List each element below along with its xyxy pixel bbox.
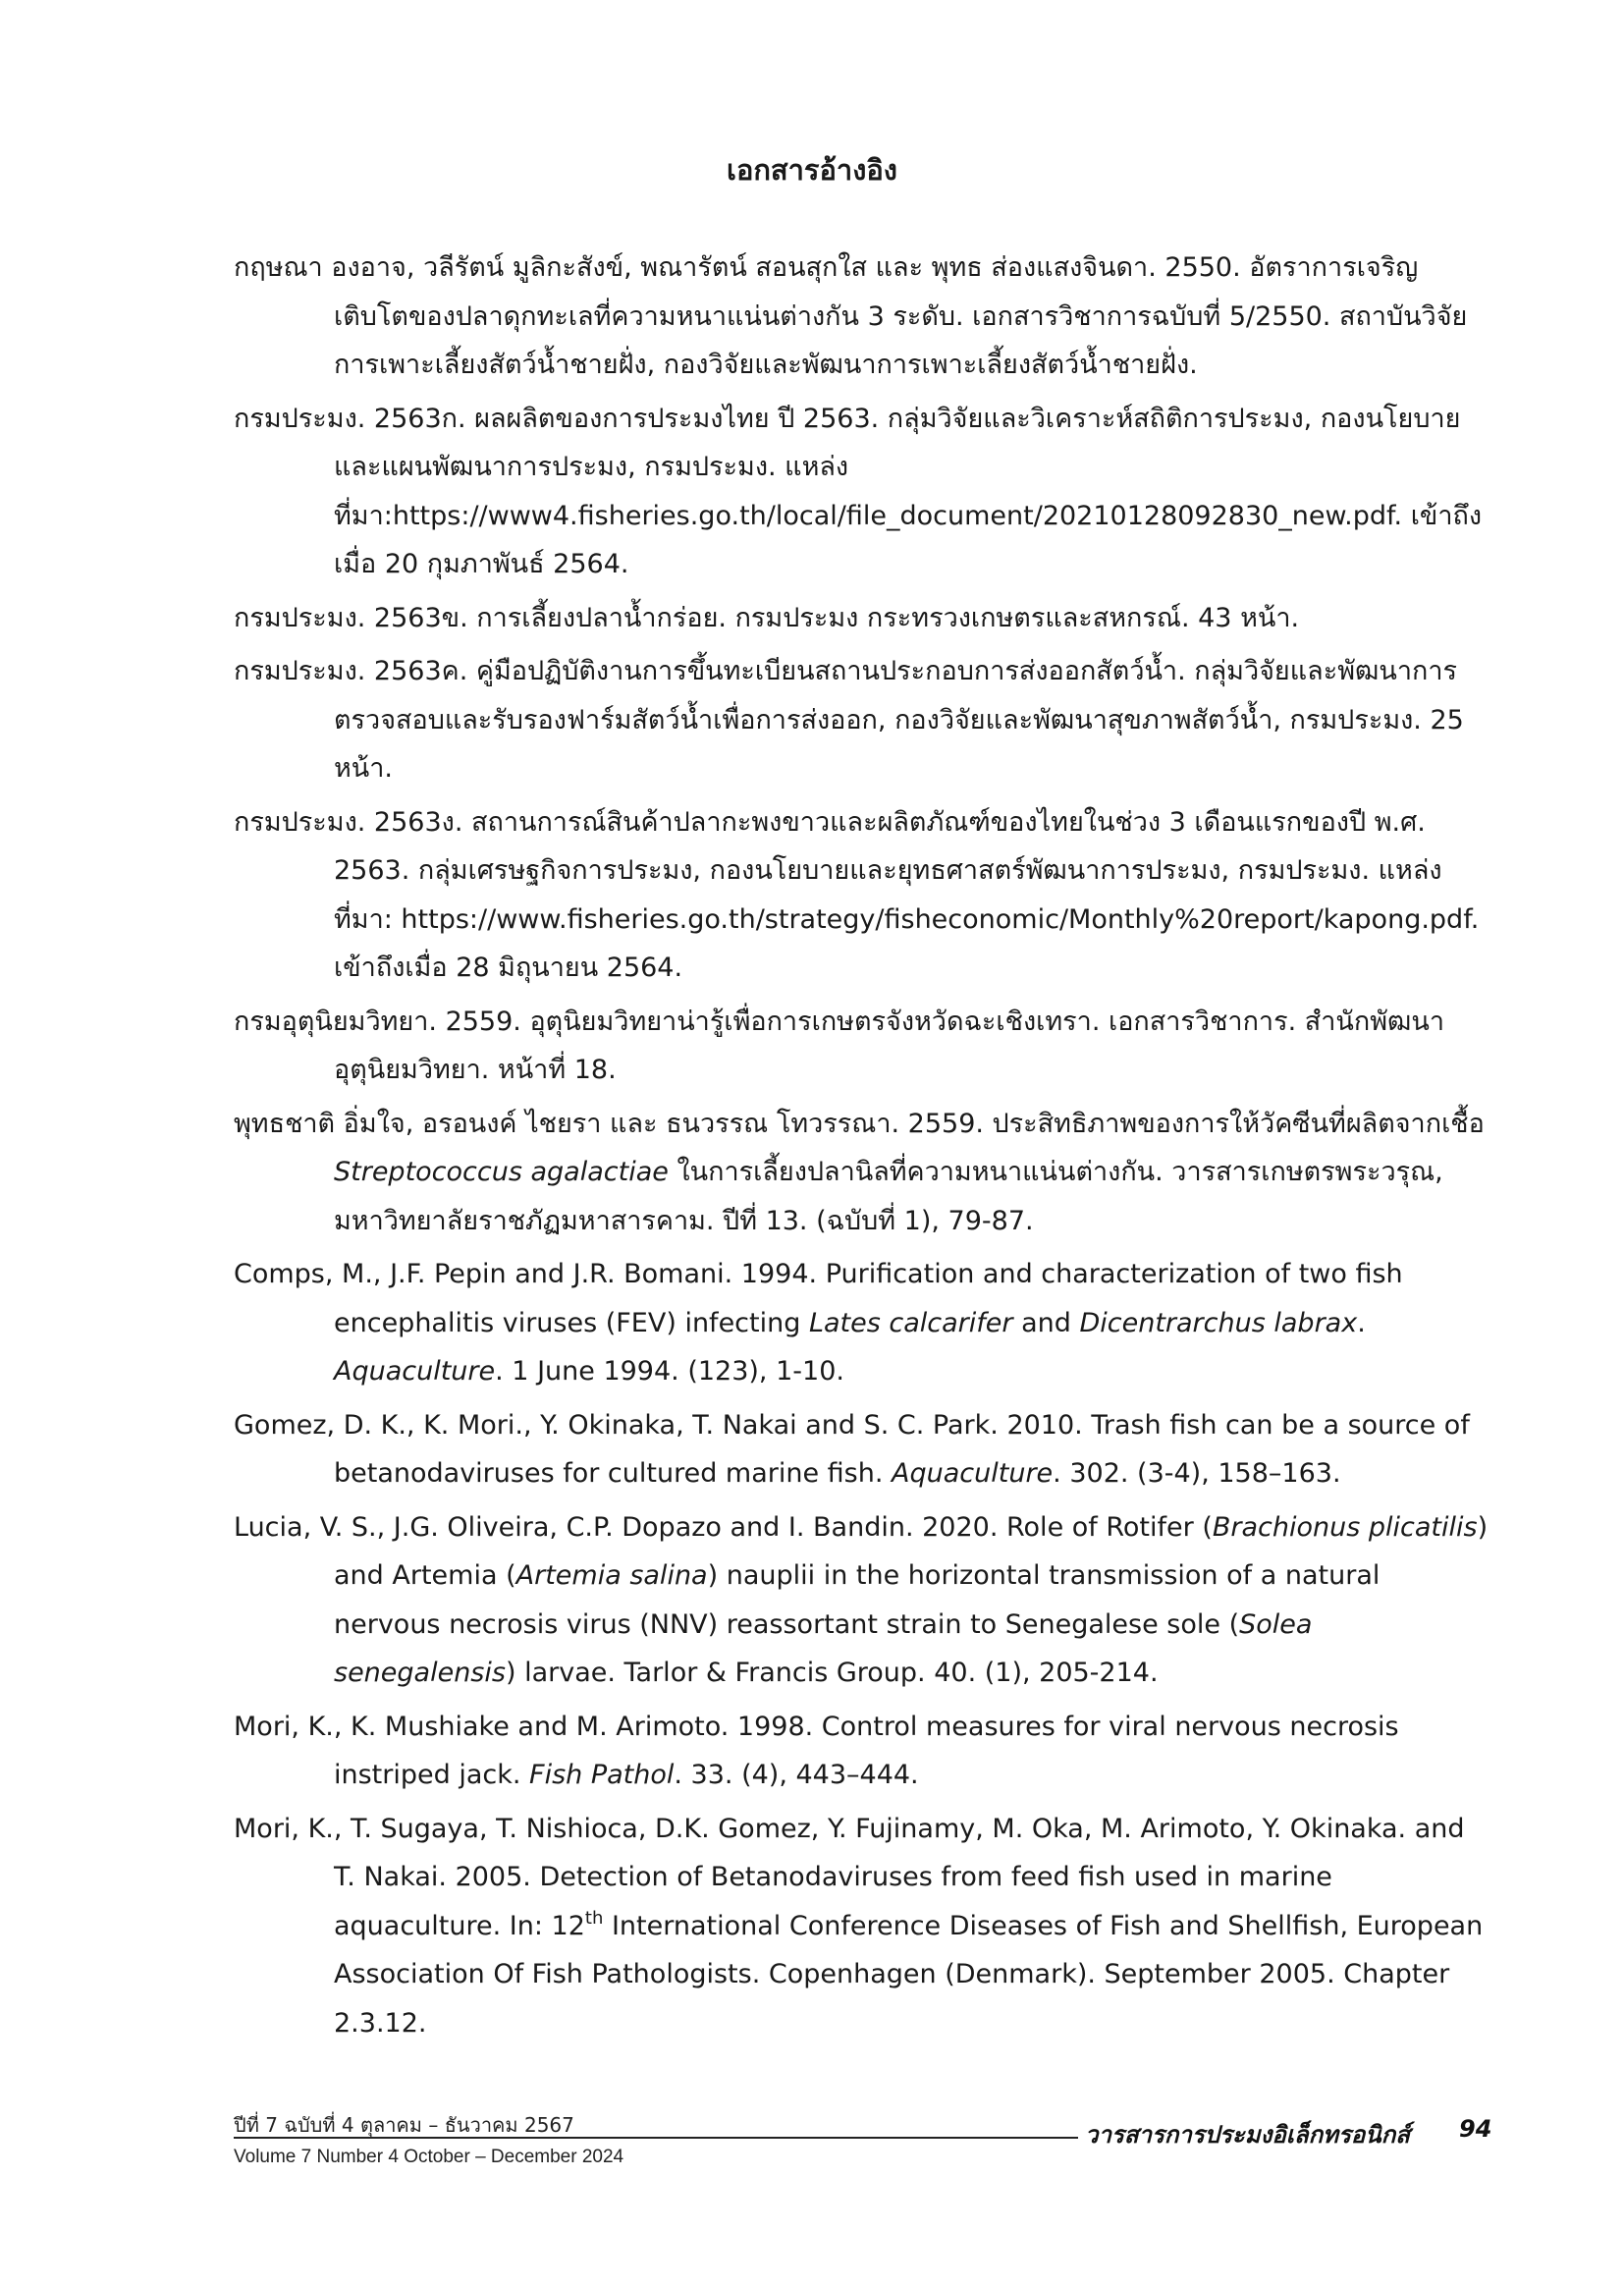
reference-italic-text: Artemia salina [515,1560,708,1591]
reference-entry [234,1250,1490,1396]
reference-text: . 33. (4), 443–444. [674,1760,919,1790]
reference-entry [234,1503,1490,1698]
reference-text: Mori, K., T. Sugaya, T. Nishioca, D.K. Gomez, Y. Fujinamy, M. Oka, M. Arimoto, Y. Okinaka. and T. Nakai. 2005. Detection of Betanodaviruses from feed fish used in marine aquaculture. In: 12 [234,1813,1465,1941]
reference-text: พุทธชาติ อิ่มใจ, อรอนงค์ ไชยรา และ ธนวรรณ โทวรรณา. 2559. ประสิทธิภาพของการให้วัคซีนที่ผลิตจากเชื้อ [234,1108,1485,1139]
page-number: 94 [1459,2115,1492,2143]
footer-issue-english: Volume 7 Number 4 October – December 2024 [234,2147,624,2167]
reference-text: กรมประมง. 2563ค. คู่มือปฏิบัติงานการขึ้นทะเบียนสถานประกอบการส่งออกสัตว์น้ำ. กลุ่มวิจัยและพัฒนาการตรวจสอบและรับรองฟาร์มสัตว์น้ำเพื่อการส่งออก, กองวิจัยและพัฒนาสุขภาพสัตว์น้ำ, กรมประมง. 25 หน้า. [234,656,1464,784]
reference-italic-text: Brachionus plicatilis [1212,1511,1478,1543]
reference-italic-text: Dicentrarchus labrax [1079,1307,1358,1338]
reference-entry [234,998,1490,1095]
footer-divider [234,2137,1078,2139]
reference-entry [234,1401,1490,1498]
reference-text: กรมประมง. 2563ข. การเลี้ยงปลาน้ำกร่อย. กรมประมง กระทรวงเกษตรและสหกรณ์. 43 หน้า. [234,602,1300,633]
reference-text: Gomez, D. K., K. Mori., Y. Okinaka, T. Nakai and S. C. Park. 2010. Trash fish can be a source of betanodaviruses for cultured marine fish. [234,1409,1470,1489]
reference-text: Comps, M., J.F. Pepin and J.R. Bomani. 1994. Purification and characterization of two fish encephalitis viruses (FEV) infecting [234,1259,1403,1338]
reference-text: ) larvae. Tarlor & Francis Group. 40. (1), 205-214. [505,1658,1159,1688]
reference-italic-text: Streptococcus agalactiae [334,1157,669,1187]
page-title: เอกสารอ้างอิง [727,153,897,187]
reference-text: International Conference Diseases of Fish and Shellfish, European Association Of Fish Pathologists. Copenhagen (Denmark). September 2005. Chapter 2.3.12. [334,1910,1484,2039]
reference-text: กรมอุตุนิยมวิทยา. 2559. อุตุนิยมวิทยาน่ารู้เพื่อการเกษตรจังหวัดฉะเชิงเทรา. เอกสารวิชาการ. สำนักพัฒนาอุตุนิยมวิทยา. หน้าที่ 18. [234,1006,1444,1085]
reference-entry [234,244,1490,390]
reference-list [234,244,1490,2052]
reference-entry [234,1703,1490,1800]
reference-italic-text: Aquaculture [334,1356,496,1387]
reference-entry [234,395,1490,589]
reference-text: . [1357,1307,1366,1338]
reference-text: . 302. (3-4), 158–163. [1053,1458,1341,1489]
reference-italic-text: Fish Pathol [529,1760,675,1790]
reference-text: ในการเลี้ยงปลานิลที่ความหนาแน่นต่างกัน. วารสารเกษตรพระวรุณ, มหาวิทยาลัยราชภัฏมหาสารคาม. ปีที่ 13. (ฉบับที่ 1), 79-87. [334,1157,1443,1236]
reference-text: and [1012,1307,1080,1338]
reference-text: Lucia, V. S., J.G. Oliveira, C.P. Dopazo and I. Bandin. 2020. Role of Rotifer ( [234,1511,1213,1543]
reference-superscript: th [584,1907,604,1929]
reference-text: กฤษณา องอาจ, วลีรัตน์ มูลิกะสังข์, พณารัตน์ สอนสุกใส และ พุทธ ส่องแสงจินดา. 2550. อัตราการเจริญเติบโตของปลาดุกทะเลที่ความหนาแน่นต่างกัน 3 ระดับ. เอกสารวิชาการฉบับที่ 5/2550. สถาบันวิจัยการเพาะเลี้ยงสัตว์น้ำชายฝั่ง, กองวิจัยและพัฒนาการเพาะเลี้ยงสัตว์น้ำชายฝั่ง. [234,252,1468,380]
reference-entry [234,1805,1490,2048]
footer-issue-thai: ปีที่ 7 ฉบับที่ 4 ตุลาคม – ธันวาคม 2567 [234,2113,574,2137]
reference-text: กรมประมง. 2563ง. สถานการณ์สินค้าปลากะพงขาวและผลิตภัณฑ์ของไทยในช่วง 3 เดือนแรกของปี พ.ศ. 2563. กลุ่มเศรษฐกิจการประมง, กองนโยบายและยุทธศาสตร์พัฒนาการประมง, กรมประมง. แหล่งที่มา: https://www.fisheries.go.th/strategy/fisheconomic/Monthly%20report/kapong.pdf. เข้าถึงเมื่อ 28 มิถุนายน 2564. [234,806,1480,983]
reference-text: ) nauplii in the horizontal transmission of a natural nervous necrosis virus (NNV) reassortant strain to Senegalese sole ( [334,1560,1380,1640]
reference-text: ) and Artemia ( [334,1511,1489,1591]
reference-entry [234,798,1490,993]
reference-italic-text: Solea senegalensis [334,1608,1313,1688]
reference-entry [234,647,1490,793]
reference-italic-text: Aquaculture [892,1458,1054,1489]
reference-text: Mori, K., K. Mushiake and M. Arimoto. 1998. Control measures for viral nervous necrosis instriped jack. [234,1711,1399,1790]
reference-entry [234,1100,1490,1246]
reference-text: กรมประมง. 2563ก. ผลผลิตของการประมงไทย ปี 2563. กลุ่มวิจัยและวิเคราะห์สถิติการประมง, กองนโยบายและแผนพัฒนาการประมง, กรมประมง. แหล่งที่มา:https://www4.fisheries.go.th/local/file_document/20210128092830_new.pdf. เข้าถึงเมื่อ 20 กุมภาพันธ์ 2564. [234,403,1483,579]
reference-italic-text: Lates calcarifer [808,1307,1013,1338]
reference-entry [234,594,1490,643]
footer-journal-name: วารสารการประมงอิเล็กทรอนิกส์ [1085,2121,1410,2149]
reference-text: . 1 June 1994. (123), 1-10. [495,1356,844,1387]
